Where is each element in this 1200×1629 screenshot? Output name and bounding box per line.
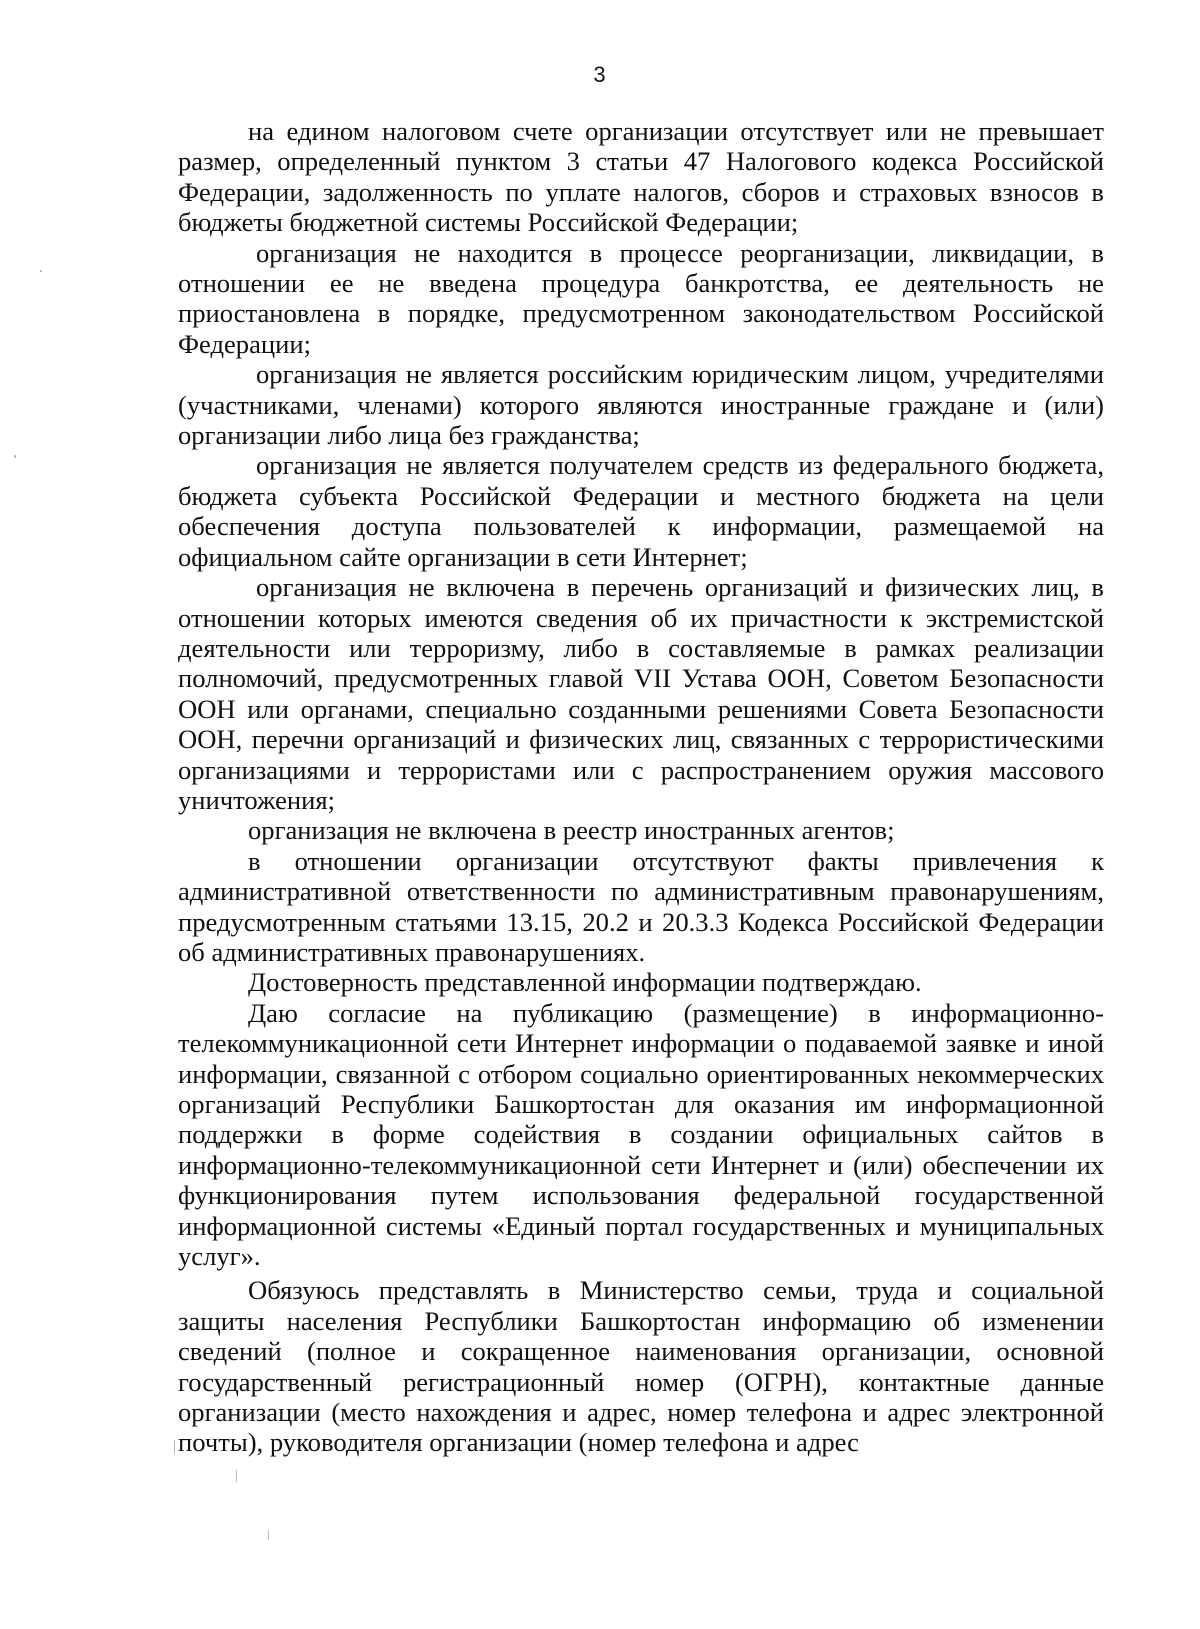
paragraph-reorganization: организация не находится в процессе реорганизации, ликвидации, в отношении ее не введена процедура банкротства, ее деятельность не приостановлена в порядке, предусмотренном законодательством Российской Федерации; xyxy=(178,237,1104,359)
paragraph-tax-debt: на едином налоговом счете организации отсутствует или не превышает размер, определенный пунктом 3 статьи 47 Налогового кодекса Российской Федерации, задолженность по уплате налогов, сборов и страховых взносов в бюджеты бюджетной системы Российской Федерации; xyxy=(178,116,1104,238)
paragraph-extremism-list: организация не включена в перечень организаций и физических лиц, в отношении которых имеются сведения об их причастности к экстремистской деятельности или терроризму, либо в составляемые в рамках реализации полномочий, предусмотренных главой VII Устава ООН, Советом Безопасности ООН или органами, специально созданными решениями Совета Безопасности ООН, перечни организаций и физических лиц, связанных с террористическими организациями и террористами или с распространением оружия массового уничтожения; xyxy=(178,572,1104,815)
paragraph-publication-consent: Даю согласие на публикацию (размещение) в информационно-телекоммуникационной сети Интернет информации о подаваемой заявке и иной информации, связанной с отбором социально ориентированных некоммерческих организаций Республики Башкортостан для оказания им информационной поддержки в форме содействия в создании официальных сайтов в информационно-телекоммуникационной сети Интернет и (или) обеспечении их функционирования путем использования федеральной государственной информационной системы «Единый портал государственных и муниципальных услуг». xyxy=(178,997,1104,1272)
scan-artifact xyxy=(14,455,16,458)
paragraph-reliability-confirmation: Достоверность представленной информации подтверждаю. xyxy=(248,967,922,998)
paragraph-foreign-founders: организация не является российским юридическим лицом, учредителями (участниками, членами) которого являются иностранные граждане и (или) организации либо лица без гражданства; xyxy=(178,359,1104,451)
scan-artifact xyxy=(174,1440,175,1454)
scan-artifact xyxy=(40,270,42,272)
paragraph-foreign-agents: организация не включена в реестр иностранных агентов; xyxy=(248,815,895,846)
paragraph-administrative-liability: в отношении организации отсутствуют факты привлечения к административной ответственности по административным правонарушениям, предусмотренным статьями 13.15, 20.2 и 20.3.3 Кодекса Российской Федерации об административных правонарушениях. xyxy=(178,845,1104,967)
document-body xyxy=(178,116,1104,1458)
paragraph-change-notification: Обязуюсь представлять в Министерство семьи, труда и социальной защиты населения Республики Башкортостан информацию об изменении сведений (полное и сокращенное наименования организации, основной государственный регистрационный номер (ОГРН), контактные данные организации (место нахождения и адрес, номер телефона и адрес электронной почты), руководителя организации (номер телефона и адрес xyxy=(178,1275,1104,1458)
scan-artifact xyxy=(236,1470,237,1482)
page-number: 3 xyxy=(593,62,607,87)
scan-artifact xyxy=(268,1530,269,1540)
paragraph-budget-funds: организация не является получателем средств из федерального бюджета, бюджета субъекта Российской Федерации и местного бюджета на цели обеспечения доступа пользователей к информации, размещаемой на официальном сайте организации в сети Интернет; xyxy=(178,450,1104,572)
